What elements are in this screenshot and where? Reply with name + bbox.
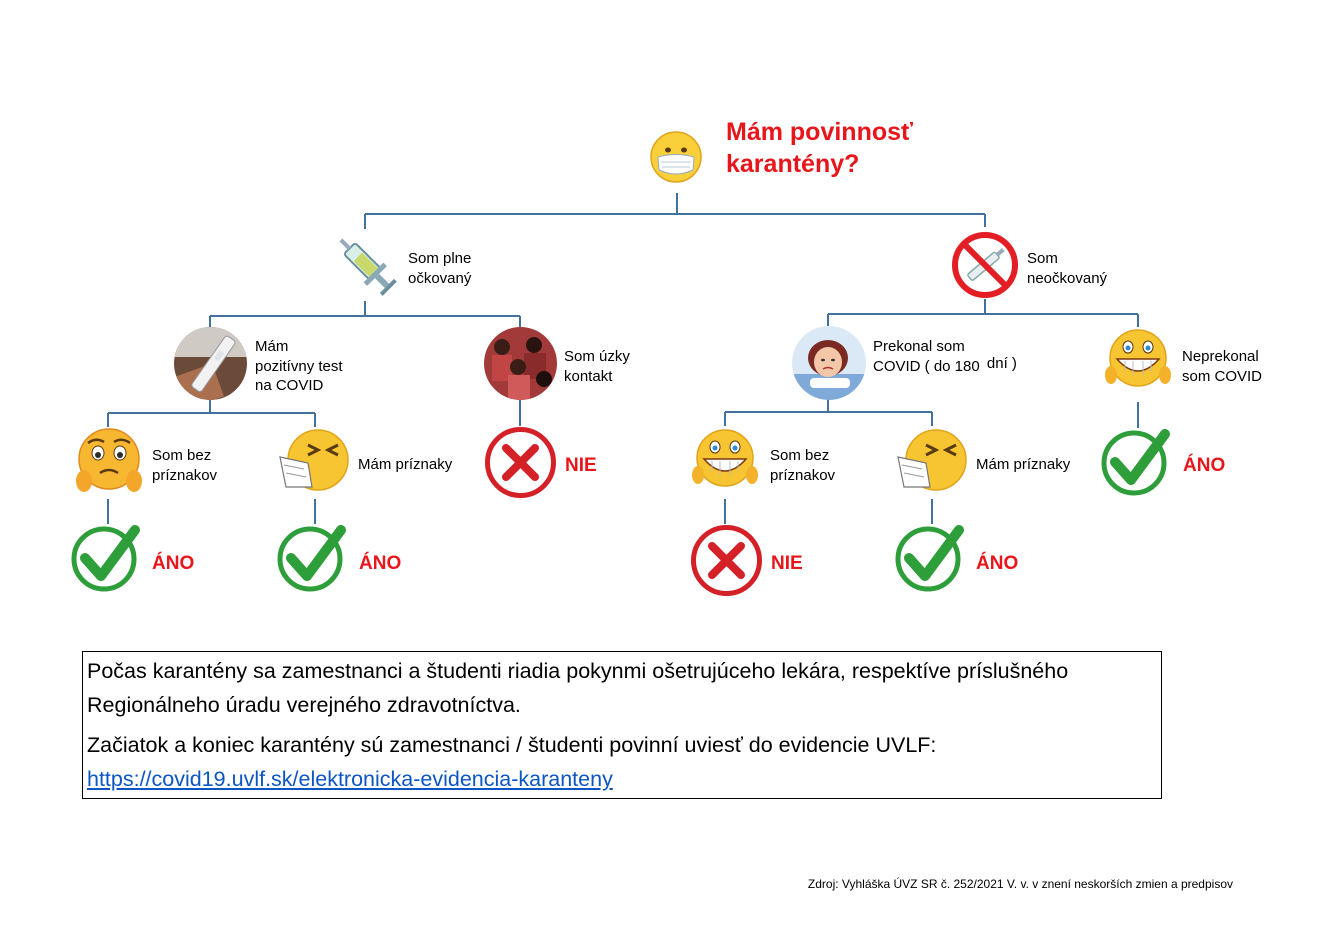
vacc-no-symptoms-label bbox=[152, 446, 217, 485]
close-contact-line-1: Som úzky bbox=[564, 348, 630, 365]
diagram-title bbox=[726, 116, 913, 180]
title-line-2: karantény? bbox=[726, 150, 860, 178]
info-box bbox=[82, 651, 1162, 799]
recovered-line-2 bbox=[873, 354, 1017, 377]
not-recovered-line-2: som COVID bbox=[1182, 367, 1263, 385]
positive-test-line-3: na COVID bbox=[255, 377, 324, 394]
test-swab-icon bbox=[174, 327, 247, 400]
recovered-line-2a: COVID ( do 180 bbox=[873, 357, 980, 375]
close-contact-result: NIE bbox=[565, 455, 597, 476]
vaccinated-label-line-1: Som plne bbox=[408, 250, 472, 267]
no-vaccine-icon bbox=[951, 231, 1019, 299]
evidence-link[interactable]: https://covid19.uvlf.sk/elektronicka-evidencia-karanteny bbox=[87, 767, 613, 791]
unvaccinated-label bbox=[1027, 249, 1107, 288]
title-line-1: Mám povinnosť bbox=[726, 118, 913, 146]
recovered-symptoms-label: Mám príznaky bbox=[976, 456, 1071, 473]
recovered-label bbox=[873, 337, 1017, 376]
unvaccinated-label-line-1: Som bbox=[1027, 250, 1058, 267]
recovered-line-1: Prekonal som bbox=[873, 338, 965, 355]
info-line-1: Počas karantény sa zamestnanci a študenti riadia pokynmi ošetrujúceho lekára, respektíve príslušného bbox=[87, 659, 1069, 683]
source-note: Zdroj: Vyhláška ÚVZ SR č. 252/2021 V. v. v znení neskorších zmien a predpisov bbox=[807, 877, 1233, 891]
vacc-no-symptoms-result: ÁNO bbox=[152, 553, 195, 574]
worried-face-icon bbox=[74, 427, 144, 497]
recovered-no-symptoms-result: NIE bbox=[771, 553, 803, 574]
recovered-no-symptoms-line-1: Som bez bbox=[770, 447, 830, 464]
not-recovered-label bbox=[1182, 347, 1262, 386]
positive-test-label bbox=[255, 337, 343, 396]
sneezing-face-icon bbox=[278, 427, 352, 495]
vacc-symptoms-result: ÁNO bbox=[359, 553, 402, 574]
cross-circle-icon bbox=[690, 524, 763, 597]
grin-face-icon bbox=[1105, 327, 1171, 393]
crowd-icon bbox=[484, 327, 557, 400]
vacc-no-symptoms-line-2: príznakov bbox=[152, 466, 218, 484]
check-circle-icon bbox=[895, 524, 965, 592]
close-contact-line-2: kontakt bbox=[564, 367, 613, 385]
vacc-no-symptoms-line-1: Som bez bbox=[152, 447, 212, 464]
sneezing-face-icon bbox=[896, 427, 970, 495]
check-circle-icon bbox=[277, 524, 347, 592]
grin-face-icon bbox=[692, 427, 758, 493]
positive-test-line-1: Mám bbox=[255, 338, 289, 355]
mask-face-icon bbox=[649, 130, 703, 184]
info-line-3: Začiatok a koniec karantény sú zamestnanci / študenti povinní uviesť do evidencie UVLF: bbox=[87, 733, 937, 757]
check-circle-icon bbox=[1101, 428, 1171, 496]
positive-test-line-2: pozitívny test bbox=[255, 357, 343, 375]
sick-woman-icon bbox=[792, 326, 866, 400]
not-recovered-result: ÁNO bbox=[1183, 455, 1226, 476]
vacc-symptoms-label: Mám príznaky bbox=[358, 456, 453, 473]
recovered-line-2b: dní ) bbox=[986, 354, 1017, 372]
recovered-no-symptoms-line-2: príznakov bbox=[770, 466, 836, 484]
close-contact-label bbox=[564, 347, 630, 386]
check-circle-icon bbox=[71, 524, 141, 592]
unvaccinated-label-line-2: neočkovaný bbox=[1027, 269, 1108, 287]
cross-circle-icon bbox=[484, 426, 557, 499]
vaccinated-label bbox=[408, 249, 471, 288]
info-line-2: Regionálneho úradu verejného zdravotníctva. bbox=[87, 693, 521, 717]
syringe-icon bbox=[328, 226, 402, 302]
recovered-symptoms-result: ÁNO bbox=[976, 553, 1019, 574]
recovered-no-symptoms-label bbox=[770, 446, 835, 485]
vaccinated-label-line-2: očkovaný bbox=[408, 269, 472, 287]
not-recovered-line-1: Neprekonal bbox=[1182, 348, 1259, 365]
